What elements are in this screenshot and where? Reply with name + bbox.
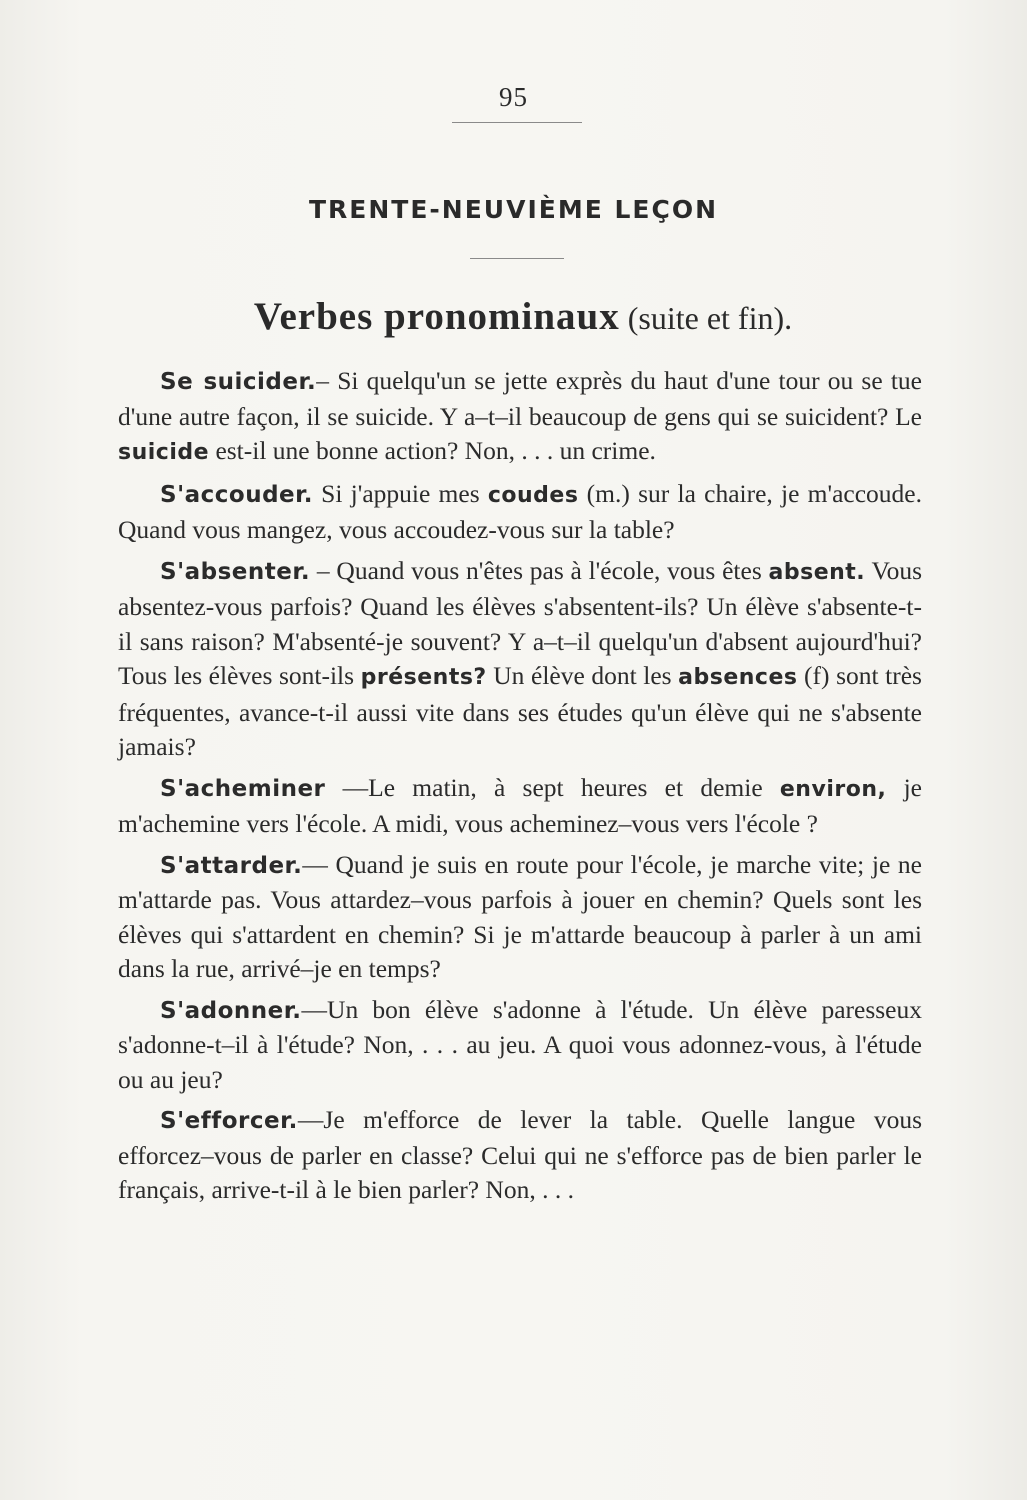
verb-term: S'acheminer [160, 775, 326, 802]
lesson-body [118, 364, 922, 1214]
paragraph-text: (m.) sur la chaire, je m'accoude. Quand vous mangez, vous accoudez-vous sur la table? [118, 478, 922, 544]
verb-term: S'adonner. [160, 997, 302, 1024]
section-title [0, 294, 1027, 339]
paragraph [118, 848, 922, 987]
keyword: coudes [487, 482, 579, 508]
paragraph-text: —Je m'efforce de lever la table. Quelle langue vous efforcez–vous de parler en classe? Celui qui ne s'efforce pas de bien parler le français, arrive-t-il à le bien parler? Non, . . . [118, 1105, 922, 1204]
paragraph-text: Un élève dont les [486, 661, 679, 690]
paragraph [118, 364, 922, 471]
paragraph-text: Si j'appuie mes [312, 478, 488, 508]
verb-term: S'accouder. [160, 481, 313, 508]
verb-term: S'absenter. [160, 558, 311, 585]
paragraph [118, 993, 922, 1098]
paragraph [118, 554, 922, 765]
paragraph-text: — Quand je suis en route pour l'école, je marche vite; je ne m'attarde pas. Vous attardez–vous parfois à jouer en chemin? Quels sont les élèves qui s'attardent en chemin? Si je m'attarde beaucoup à parler à un ami dans la rue, arrivé–je en temps? [118, 849, 922, 983]
keyword: suicide [118, 440, 210, 465]
paragraph-text: —Le matin, à sept heures et demie [325, 772, 780, 802]
verb-term: S'efforcer. [160, 1108, 298, 1134]
paragraph-text: —Un bon élève s'adonne à l'étude. Un élève paresseux s'adonne-t–il à l'étude? Non, . . . au jeu. A quoi vous adonnez-vous, à l'étude ou au jeu? [118, 994, 922, 1094]
section-title-main: Verbes pronominaux [253, 295, 620, 338]
paragraph [118, 477, 922, 548]
paragraph-text: je m'achemine vers l'école. A midi, vous acheminez–vous vers l'école ? [118, 772, 922, 838]
paragraph-text: – Si quelqu'un se jette exprès du haut d'une tour ou se tue d'une autre façon, il se suicide. Y a–t–il beaucoup de gens qui se suicident? Le [118, 366, 922, 431]
paragraph-text: – Quand vous n'êtes pas à l'école, vous êtes [310, 555, 769, 585]
section-title-rest: (suite et fin). [619, 300, 793, 336]
verb-term: Se suicider. [160, 369, 317, 395]
lesson-title: TRENTE-NEUVIÈME LEÇON [308, 195, 719, 224]
paragraph-text: est-il une bonne action? Non, . . . un crime. [209, 436, 656, 465]
paragraph [118, 771, 922, 842]
paragraph [118, 1103, 922, 1208]
page-number: 95 [499, 82, 528, 112]
paragraph-text: Vous absentez-vous parfois? Quand les élèves s'absentent-ils? Un élève s'absente-t-il sans raison? M'absenté-je souvent? Y a–t–il quelqu'un d'absent aujourd'hui? Tous les élèves sont-ils [118, 555, 922, 690]
keyword: absences [678, 665, 798, 690]
title-rule [470, 258, 564, 259]
paragraph-text: (f) sont très fréquentes, avance-t-il aussi vite dans ses études qu'un élève qui ne s'absente jamais? [118, 661, 922, 761]
keyword: absent. [768, 559, 866, 585]
top-rule [452, 122, 582, 123]
keyword: environ, [779, 776, 887, 802]
keyword: présents? [360, 665, 487, 690]
verb-term: S'attarder. [160, 852, 303, 879]
